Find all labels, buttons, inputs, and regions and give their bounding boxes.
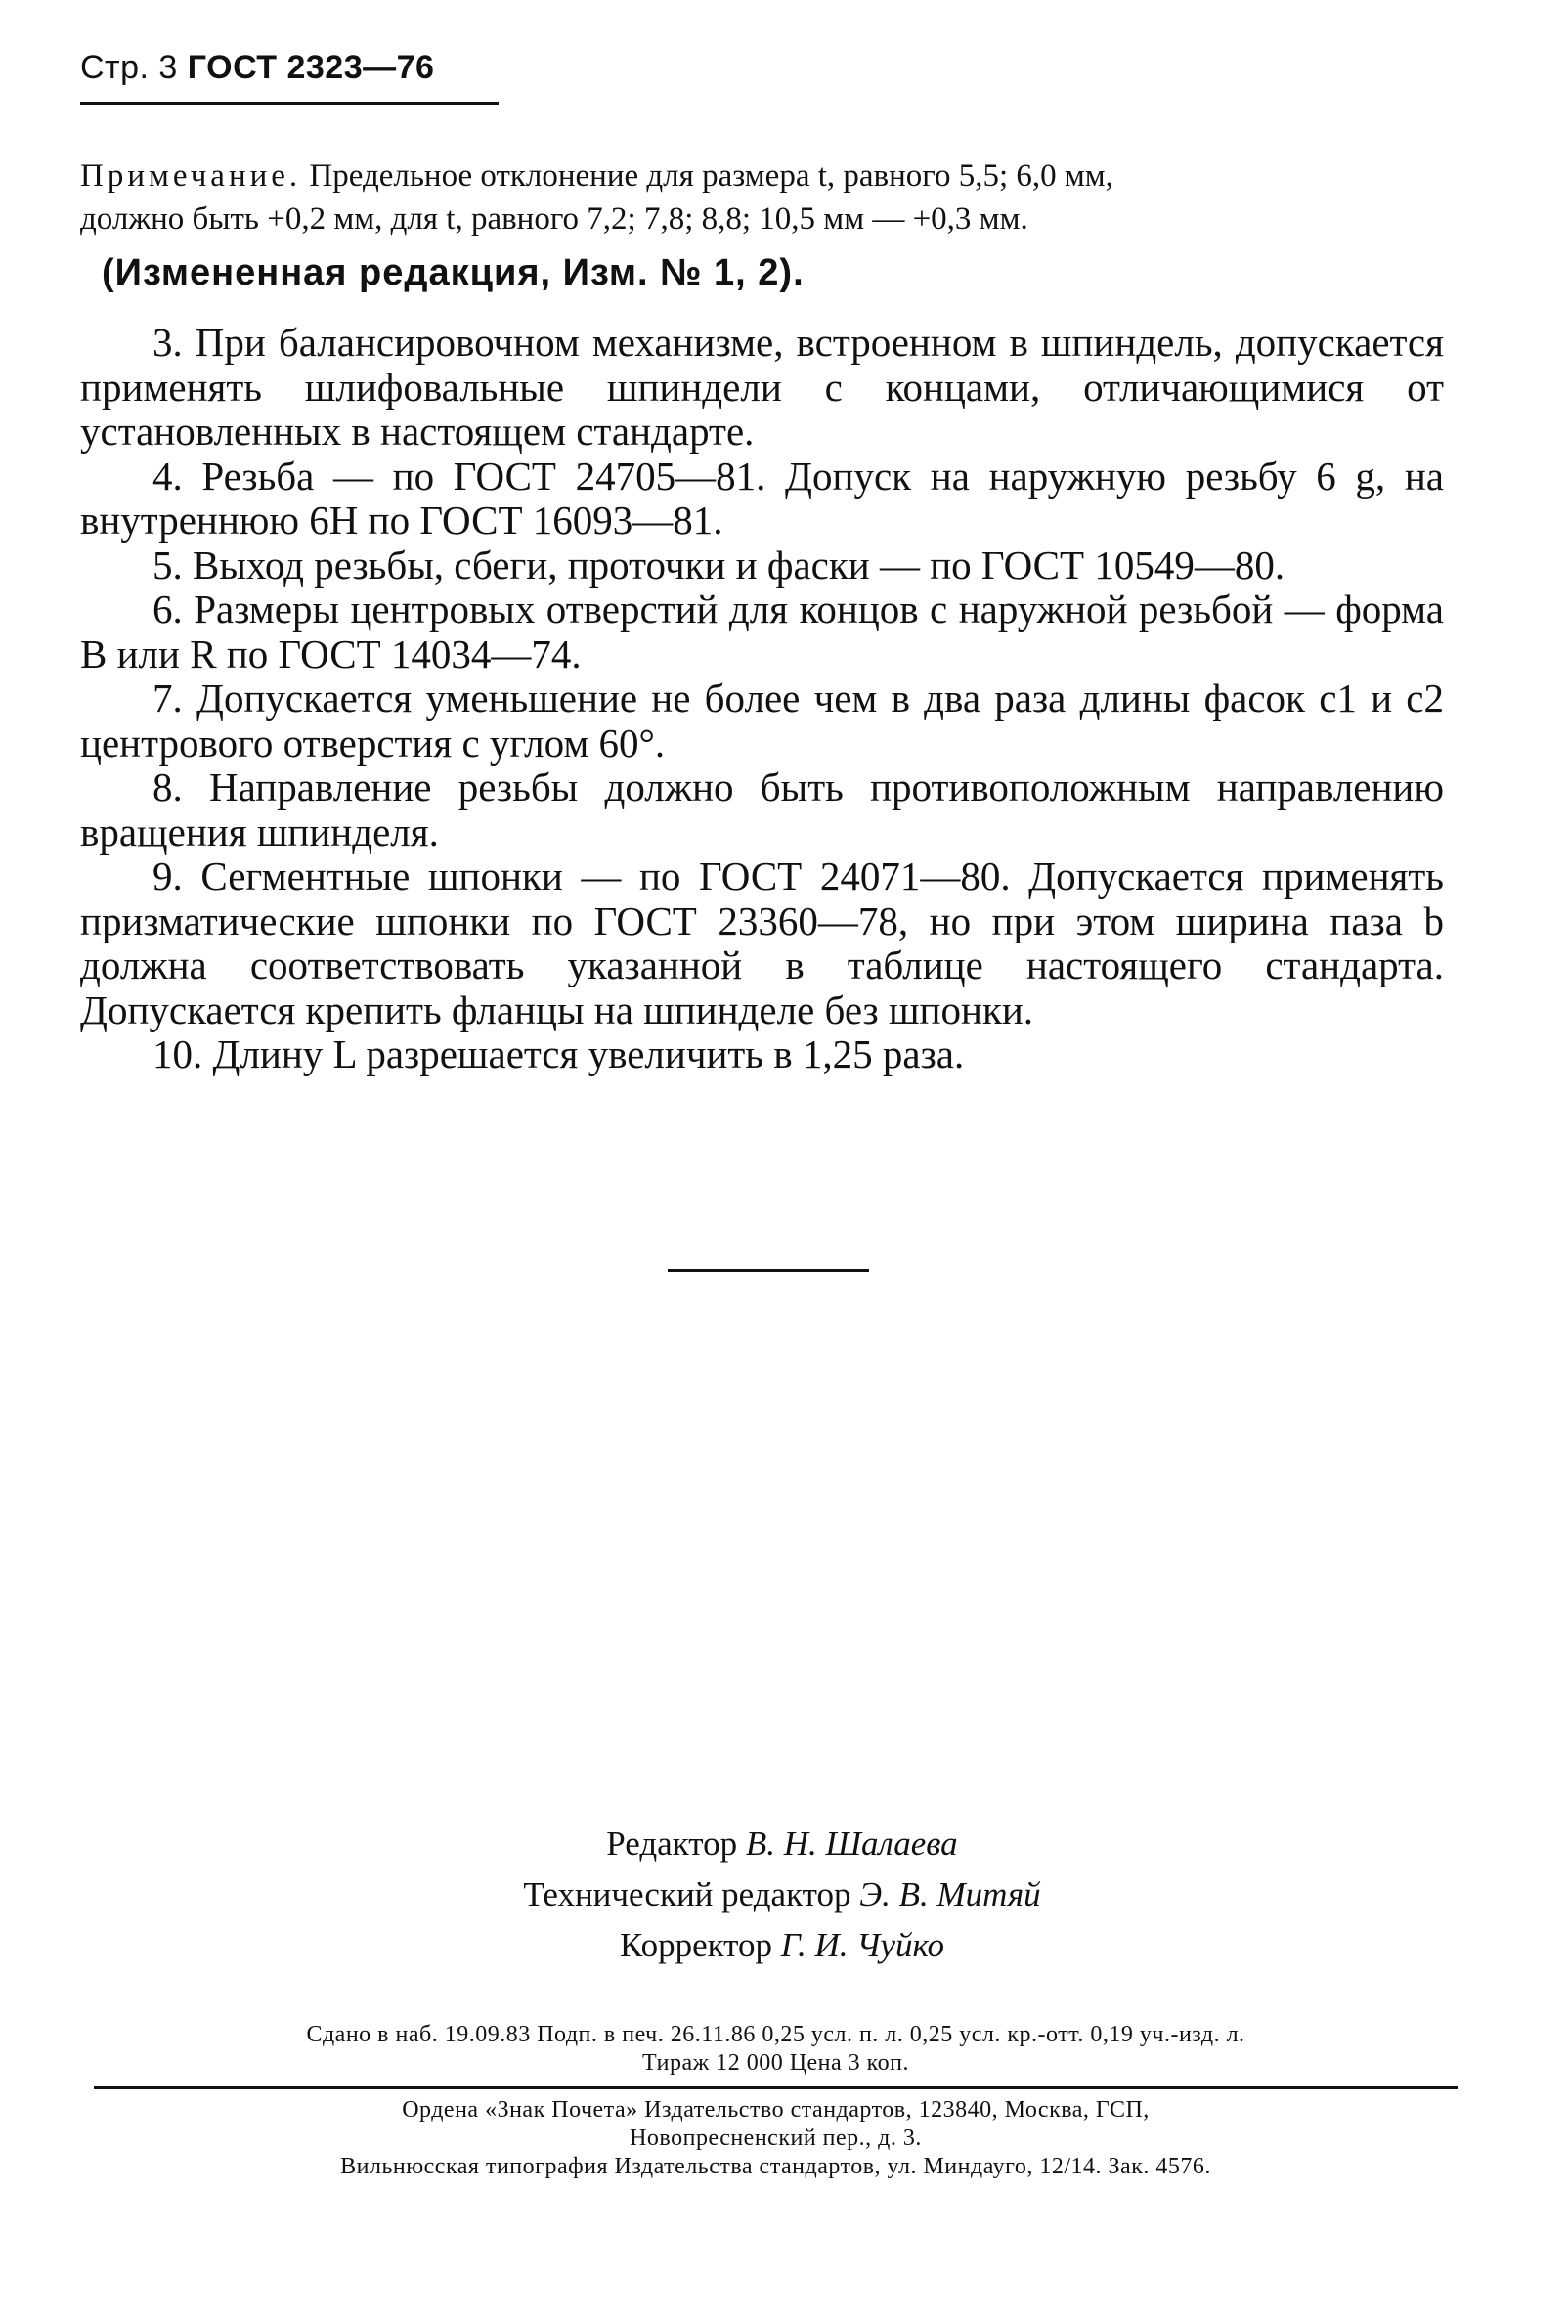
print-info-line: Тираж 12 000 Цена 3 коп. — [642, 2050, 909, 2076]
credit-tech-editor — [489, 1869, 1075, 1920]
items-list — [80, 321, 1444, 1077]
credit-name: В. Н. Шалаева — [745, 1824, 958, 1863]
standard-number: ГОСТ 2323—76 — [187, 49, 435, 86]
note-line-1: Предельное отклонение для размера t, равного 5,5; 6,0 мм, — [301, 158, 1113, 194]
print-info — [94, 2021, 1458, 2078]
credit-role: Корректор — [619, 1926, 772, 1964]
list-item: 6. Размеры центровых отверстий для концов с наружной резьбой — форма B или R по ГОСТ 14034—74. — [80, 587, 1444, 677]
list-item: 8. Направление резьбы должно быть противоположным направлению вращения шпинделя. — [80, 765, 1444, 855]
publisher-info — [94, 2096, 1458, 2181]
credit-role: Технический редактор — [523, 1875, 851, 1913]
credit-name: Г. И. Чуйко — [780, 1926, 944, 1964]
credit-name: Э. В. Митяй — [859, 1875, 1041, 1913]
print-info-line: Сдано в наб. 19.09.83 Подп. в печ. 26.11.86 0,25 усл. п. л. 0,25 усл. кр.-отт. 0,19 уч.-изд. л. — [306, 2022, 1245, 2047]
amendment-note: (Измененная редакция, Изм. № 1, 2). — [102, 252, 805, 293]
section-divider — [668, 1269, 869, 1272]
note-line-2: должно быть +0,2 мм, для t, равного 7,2; 7,8; 8,8; 10,5 мм — +0,3 мм. — [80, 201, 1028, 237]
credit-editor — [489, 1819, 1075, 1869]
note — [80, 154, 1444, 241]
note-label: Примечание. — [80, 158, 302, 194]
credit-proofreader — [489, 1920, 1075, 1971]
list-item: 3. При балансировочном механизме, встроенном в шпиндель, допускается применять шлифовальные шпиндели с концами, отличающимися от установленных в настоящем стандарте. — [80, 320, 1444, 454]
publisher-line: Ордена «Знак Почета» Издательство стандартов, 123840, Москва, ГСП, — [402, 2097, 1150, 2123]
credit-role: Редактор — [606, 1824, 738, 1863]
list-item: 7. Допускается уменьшение не более чем в два раза длины фасок c1 и c2 центрового отверстия с углом 60°. — [80, 676, 1444, 766]
header-rule — [80, 102, 499, 105]
list-item: 9. Сегментные шпонки — по ГОСТ 24071—80. Допускается применять призматические шпонки по ГОСТ 23360—78, но при этом ширина паза b должна соответствовать указанной в таблице настоящего стандарта. Допускается крепить фланцы на шпинделе без шпонки. — [80, 854, 1444, 1032]
printer-line: Вильнюсская типография Издательства стандартов, ул. Миндауго, 12/14. Зак. 4576. — [340, 2154, 1211, 2179]
list-item: 10. Длину L разрешается увеличить в 1,25 раза. — [152, 1031, 965, 1076]
page-number: Стр. 3 — [80, 49, 178, 86]
credits — [489, 1819, 1075, 1971]
page-header — [80, 49, 434, 87]
list-item: 5. Выход резьбы, сбеги, проточки и фаски — по ГОСТ 10549—80. — [152, 542, 1285, 588]
list-item: 4. Резьба — по ГОСТ 24705—81. Допуск на наружную резьбу 6 g, на внутреннюю 6H по ГОСТ 16093—81. — [80, 453, 1444, 543]
footer-rule — [94, 2086, 1458, 2089]
publisher-line: Новопресненский пер., д. 3. — [630, 2126, 922, 2151]
